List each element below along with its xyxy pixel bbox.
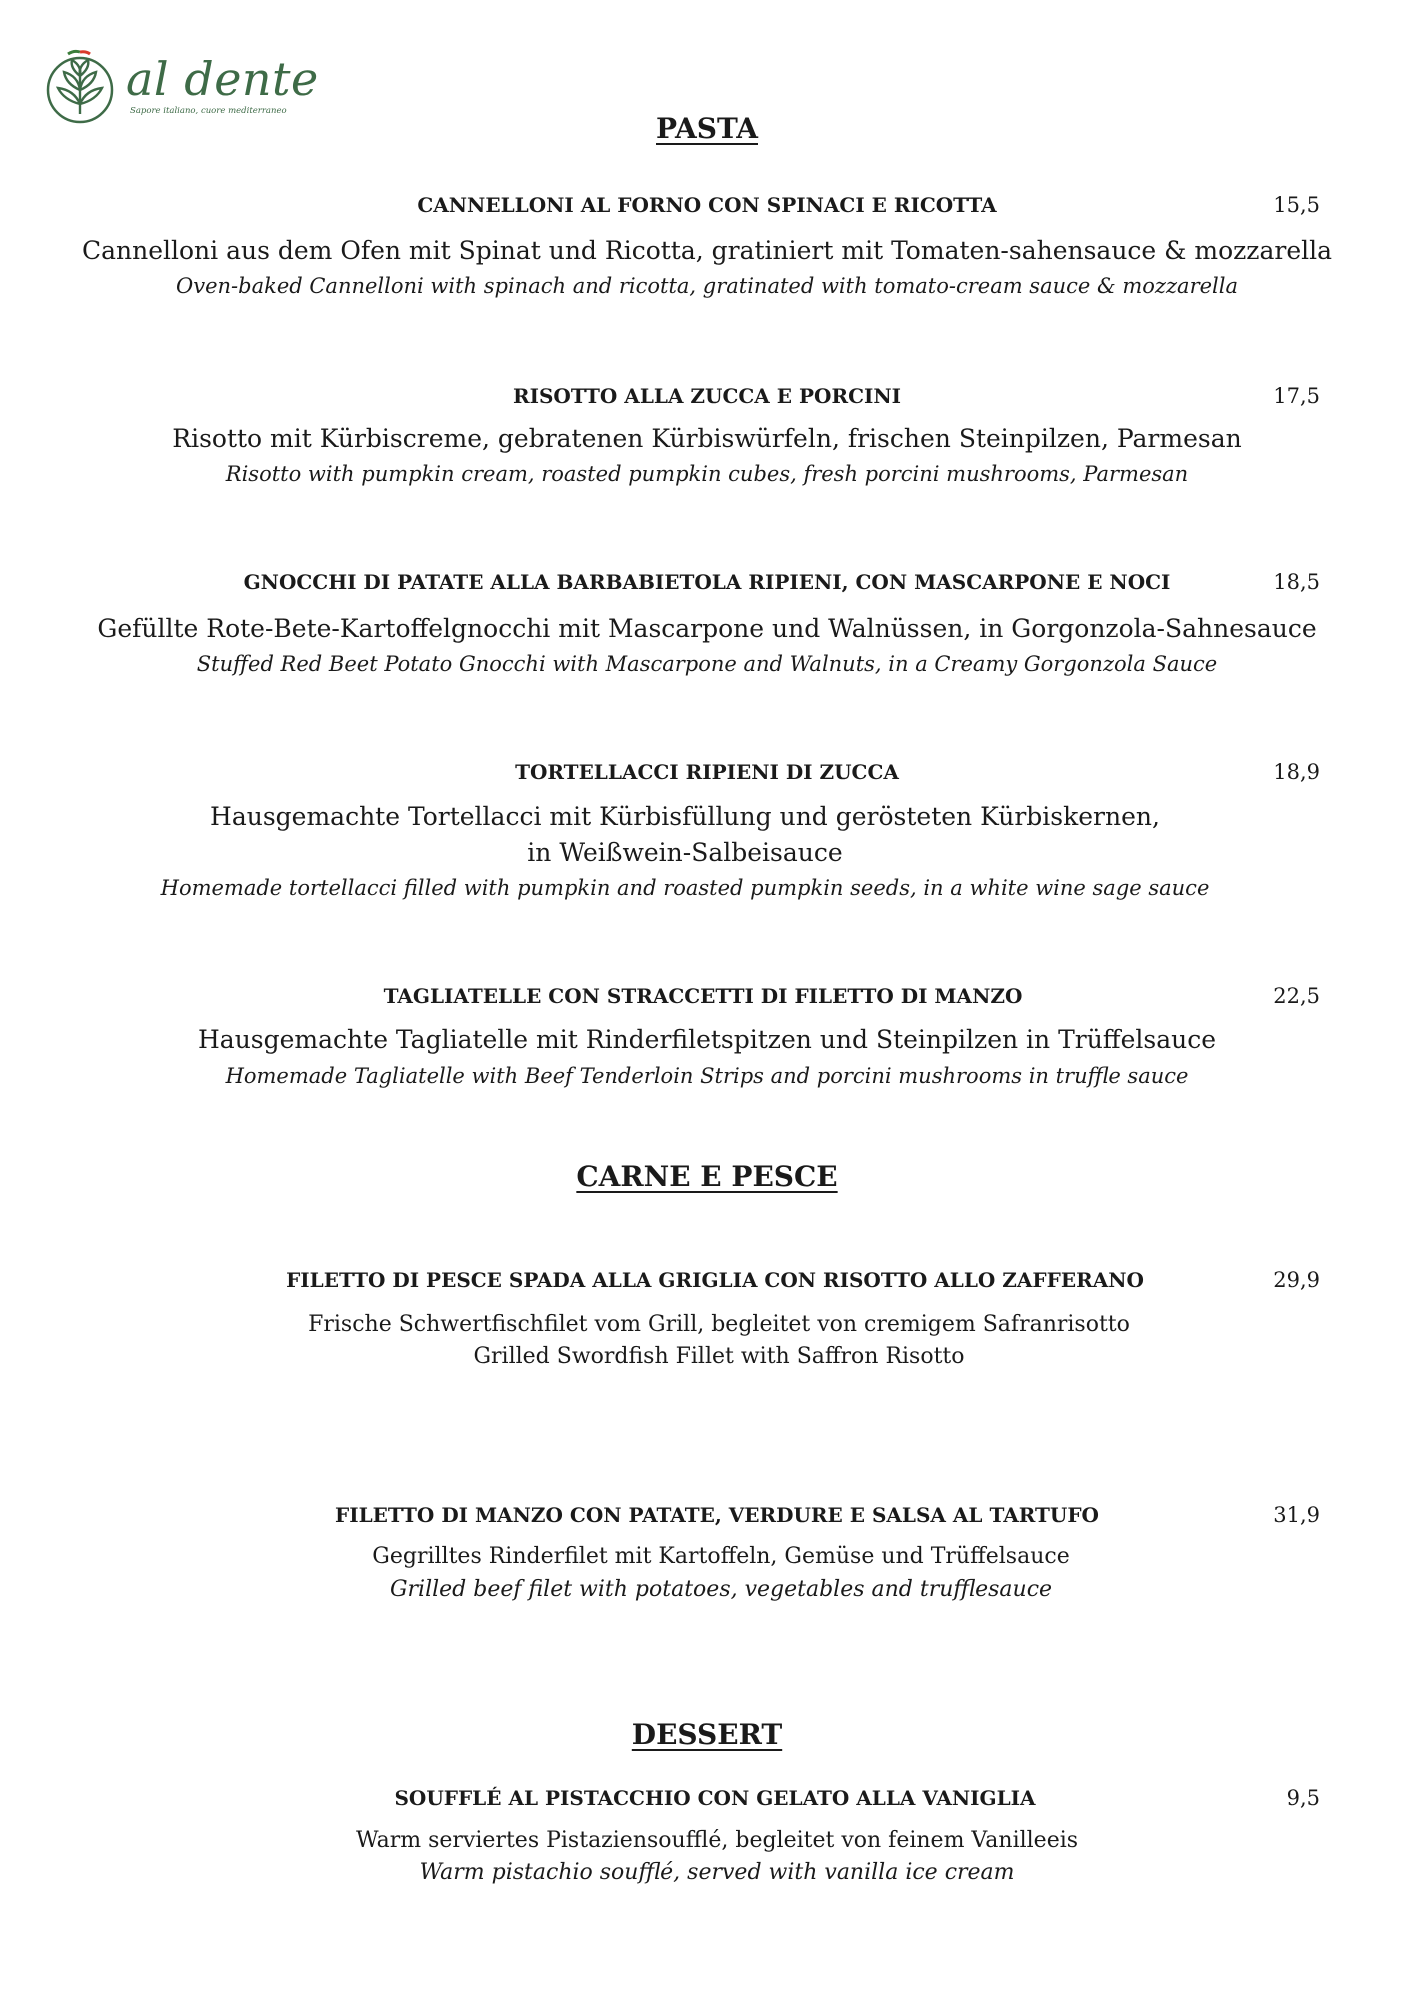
item-description-de: Gegrilltes Rinderfilet mit Kartoffeln, Gemüse und Trüffelsauce — [372, 1544, 1070, 1569]
item-description-en: Oven-baked Cannelloni with spinach and ricotta, gratinated with tomato-cream sauce & mozzarella — [176, 274, 1238, 298]
section-title-pasta: PASTA — [656, 112, 758, 145]
item-name: TAGLIATELLE CON STRACCETTI DI FILETTO DI MANZO — [383, 984, 1023, 1008]
item-price: 29,9 — [1273, 1268, 1320, 1292]
item-name: CANNELLONI AL FORNO CON SPINACI E RICOTTA — [417, 193, 997, 217]
item-description-en: Grilled beef filet with potatoes, vegetables and trufflesauce — [389, 1577, 1053, 1602]
item-name: FILETTO DI PESCE SPADA ALLA GRIGLIA CON RISOTTO ALLO ZAFFERANO — [286, 1268, 1144, 1292]
brand-name: al dente — [126, 52, 319, 106]
item-name: FILETTO DI MANZO CON PATATE, VERDURE E SALSA AL TARTUFO — [335, 1503, 1099, 1527]
item-price: 31,9 — [1273, 1503, 1320, 1527]
item-price: 18,9 — [1273, 760, 1320, 784]
item-description-de: Hausgemachte Tortellacci mit Kürbisfüllung und gerösteten Kürbiskernen, — [210, 802, 1160, 831]
item-description-de: Cannelloni aus dem Ofen mit Spinat und Ricotta, gratiniert mit Tomaten-sahensauce & mozzarella — [81, 236, 1333, 265]
item-description-en: Homemade Tagliatelle with Beef Tenderloin Strips and porcini mushrooms in truffle sauce — [225, 1064, 1189, 1088]
item-price: 15,5 — [1273, 193, 1320, 217]
item-description-de: Warm serviertes Pistaziensoufflé, begleitet von feinem Vanilleeis — [355, 1828, 1079, 1853]
item-description-en: Risotto with pumpkin cream, roasted pumpkin cubes, fresh porcini mushrooms, Parmesan — [225, 462, 1189, 486]
item-price: 18,5 — [1273, 570, 1320, 594]
item-description-de-line2: in Weißwein-Salbeisauce — [527, 838, 843, 867]
item-price: 9,5 — [1286, 1786, 1320, 1810]
item-description-de: Hausgemachte Tagliatelle mit Rinderfiletspitzen und Steinpilzen in Trüffelsauce — [198, 1025, 1216, 1054]
item-description-en: Stuffed Red Beet Potato Gnocchi with Mascarpone and Walnuts, in a Creamy Gorgonzola Sauce — [196, 652, 1218, 676]
brand-tagline: Sapore italiano, cuore mediterraneo — [130, 106, 287, 116]
item-name: GNOCCHI DI PATATE ALLA BARBABIETOLA RIPIENI, CON MASCARPONE E NOCI — [243, 570, 1171, 594]
item-price: 17,5 — [1273, 384, 1320, 408]
item-description-de: Frische Schwertfischfilet vom Grill, begleitet von cremigem Safranrisotto — [308, 1312, 1130, 1337]
item-description-en: Grilled Swordfish Fillet with Saffron Risotto — [473, 1344, 965, 1369]
section-title-dessert: DESSERT — [631, 1718, 783, 1751]
item-name: SOUFFLÉ AL PISTACCHIO CON GELATO ALLA VANIGLIA — [394, 1786, 1036, 1810]
item-description-de: Gefüllte Rote-Bete-Kartoffelgnocchi mit Mascarpone und Walnüssen, in Gorgonzola-Sahnesauce — [97, 614, 1317, 643]
item-name: RISOTTO ALLA ZUCCA E PORCINI — [513, 384, 901, 408]
item-name: TORTELLACCI RIPIENI DI ZUCCA — [515, 760, 899, 784]
item-description-en: Warm pistachio soufflé, served with vanilla ice cream — [419, 1860, 1015, 1885]
item-price: 22,5 — [1273, 984, 1320, 1008]
item-description-de: Risotto mit Kürbiscreme, gebratenen Kürbiswürfeln, frischen Steinpilzen, Parmesan — [172, 424, 1242, 453]
item-description-en: Homemade tortellacci filled with pumpkin and roasted pumpkin seeds, in a white wine sage sauce — [160, 876, 1210, 900]
section-title-carne-e-pesce: CARNE E PESCE — [576, 1160, 838, 1193]
